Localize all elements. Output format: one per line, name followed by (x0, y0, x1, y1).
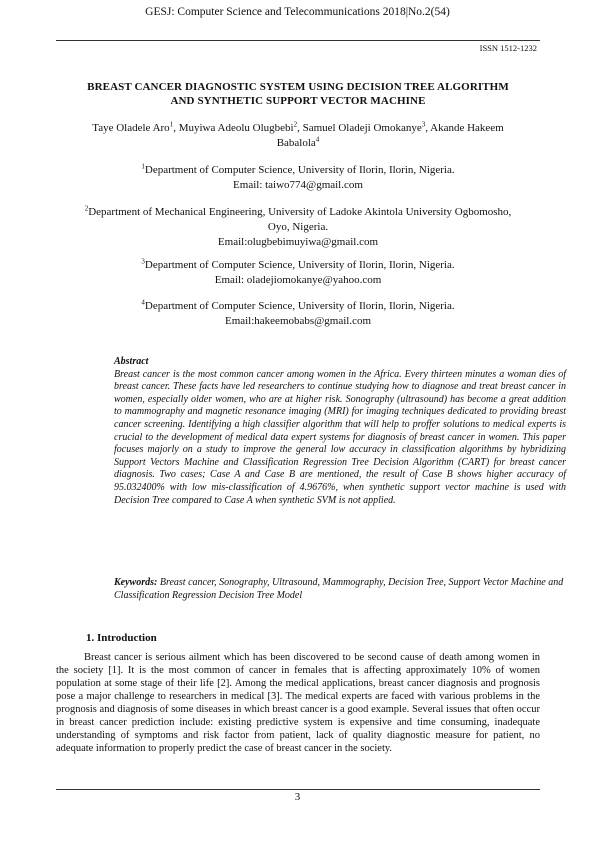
keywords (114, 576, 566, 602)
author-3: Samuel Oladeji Omokanye (302, 122, 422, 134)
abstract-heading: Abstract (114, 356, 149, 367)
section-heading: 1. Introduction (86, 632, 157, 644)
title-line-1: BREAST CANCER DIAGNOSTIC SYSTEM USING DECISION TREE ALGORITHM (87, 81, 509, 93)
abstract-text: Breast cancer is the most common cancer among women in the Africa. Every thirteen minutes a woman dies of breast cancer. These facts have led researchers to continue studying how to diagnose and treat breast cancer in women, especially older women, who are at higher risk. Sonography (ultrasound) has become a great addition to mammography and magnetic resonance imaging (MRI) for imaging techniques dedicated to providing breast cancer screening. Identifying a high classifier algorithm that will help to proffer solutions to medical experts is crucial to the development of medical data expert systems for diagnosis of breast cancer in women. This paper focuses majorly on a study to improve the general low accuracy in classification algorithms by hybridizing Support Vectors Machine and Classification Regression Tree Decision Algorithm (CART) for breast cancer diagnosis. Two cases; Case A and Case B are mentioned, the result of Case B shows higher accuracy of 95.032400% with low mis-classification of 4.9676%, when synthetic support vector machine is used with Decision Tree compared to Case A when synthetic SVM is not applied. (114, 368, 566, 506)
affiliation-2-sup: 2 (84, 204, 89, 213)
affiliation-3-dept: Department of Computer Science, University of Ilorin, Ilorin, Nigeria. (144, 259, 455, 271)
affiliation-1 (56, 163, 540, 193)
author-3-sup: 3 (421, 120, 426, 129)
author-1: Taye Oladele Aro (92, 122, 170, 134)
author-1-sup: 1 (169, 120, 174, 129)
author-2: Muyiwa Adeolu Olugbebi (178, 122, 294, 134)
header-rule (56, 40, 540, 41)
affiliation-2-city: Oyo, Nigeria. (267, 221, 329, 233)
title-line-2: AND SYNTHETIC SUPPORT VECTOR MACHINE (170, 95, 426, 107)
abstract (114, 356, 566, 507)
keywords-heading: Keywords: (114, 577, 158, 588)
affiliation-2 (56, 205, 540, 250)
author-4-first: Akande Hakeem (430, 122, 504, 134)
affiliation-1-sup: 1 (141, 162, 145, 171)
affiliation-2-email: Email:olugbebimuyiwa@gmail.com (217, 236, 379, 248)
issn: ISSN 1512-1232 (479, 43, 537, 53)
author-4-sup: 4 (315, 135, 320, 144)
affiliation-3-sup: 3 (141, 257, 145, 266)
footer-rule (56, 789, 540, 790)
journal-header: GESJ: Computer Science and Telecommunications 2018|No.2(54) (145, 6, 450, 18)
affiliation-3-email: Email: oladejiomokanye@yahoo.com (214, 274, 382, 286)
author-list: Taye Oladele Aro$^1$, Muyiwa Adeolu Olugbebi$^2$, Samuel Oladeji Omokanye$^3$, Akande Hakeem Babalola$^4$ (92, 120, 504, 149)
affiliation-4-dept: Department of Computer Science, University of Ilorin, Ilorin, Nigeria. (144, 300, 455, 312)
author-2-sup: 2 (293, 120, 298, 129)
introduction-paragraph: Breast cancer is serious ailment which has been discovered to be second cause of death among women in the society [1]. It is the most common of cancer in females that is affecting approximately 10% of women population at some stage of their life [2]. Among the medical applications, breast cancer diagnosis and prognosis pose a major challenge to researchers in medical [3]. The medical experts are faced with various problems in the prognosis and diagnosis of some diseases in which breast cancer is a good example. Several issues that often occur in breast cancer prediction include: existing predictive system is expensive and time consuming, inadequate understanding of symptoms and risk factor from patient, lack of quality diagnostic measure for patient, no adequate information to properly predict the case of breast cancer in the society. (56, 652, 540, 754)
affiliation-1-email: Email: taiwo774@gmail.com (233, 179, 363, 191)
page-number: 3 (294, 791, 301, 803)
paper-title (56, 80, 540, 108)
affiliation-1-dept: Department of Computer Science, University of Ilorin, Ilorin, Nigeria. (144, 164, 455, 176)
affiliation-4-sup: 4 (141, 298, 145, 307)
keywords-text: Breast cancer, Sonography, Ultrasound, Mammography, Decision Tree, Support Vector Machine and Classification Regression Decision Tree Model (114, 577, 564, 601)
affiliation-4 (56, 299, 540, 329)
affiliation-2-dept: Department of Mechanical Engineering, University of Ladoke Akintola University Ogbomosho, (88, 206, 512, 218)
affiliation-4-email: Email:hakeemobabs@gmail.com (224, 315, 372, 327)
affiliation-3 (56, 258, 540, 288)
author-4-last: Babalola (276, 137, 316, 149)
